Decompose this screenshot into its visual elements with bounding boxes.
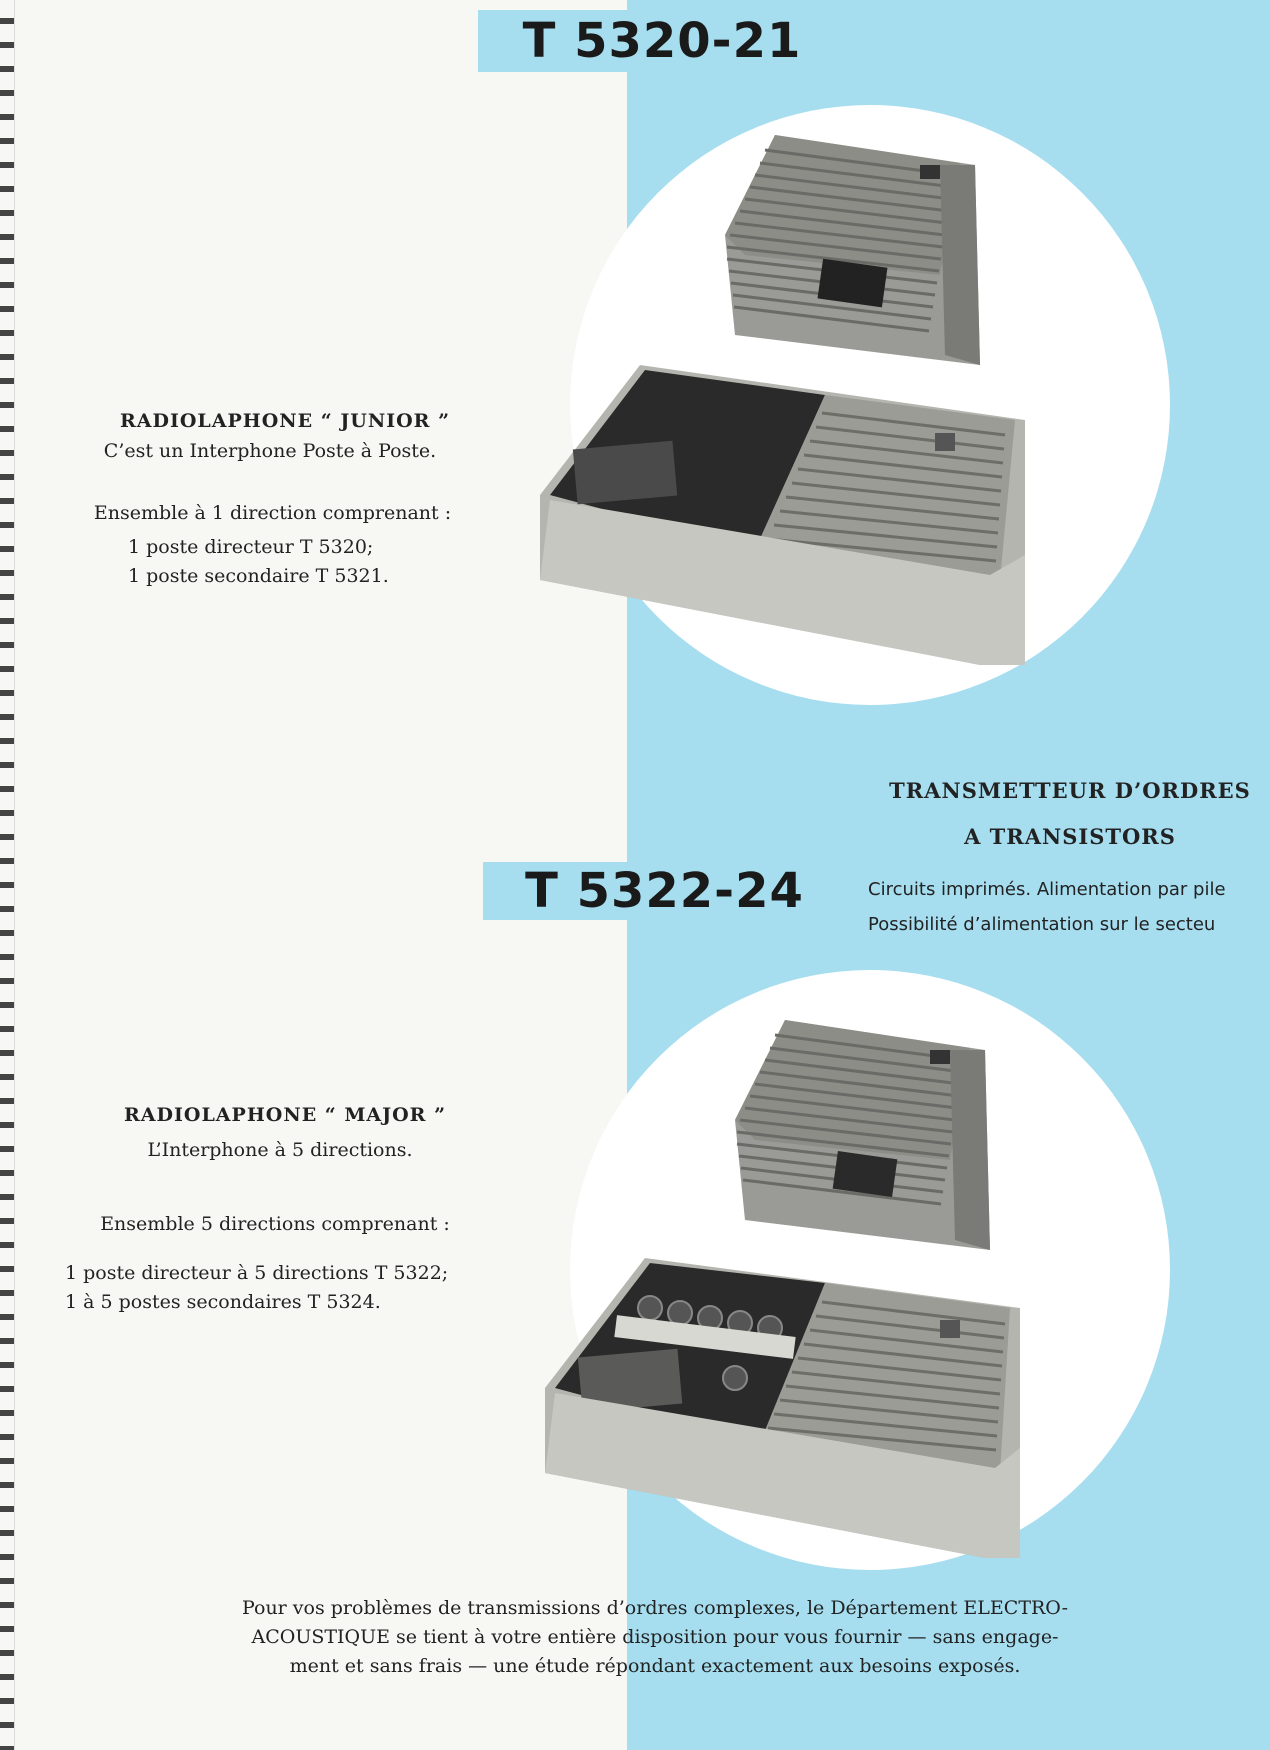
junior-item: 1 poste directeur T 5320; xyxy=(128,536,374,558)
junior-subtitle: C’est un Interphone Poste à Poste. xyxy=(103,440,437,462)
transmitter-description-line1: Circuits imprimés. Alimentation par pile xyxy=(868,879,1226,900)
spiral-binding xyxy=(0,0,15,1750)
major-heading: RADIOLAPHONE “ MAJOR ” xyxy=(124,1104,446,1126)
footer-line: ACOUSTIQUE se tient à votre entière disposition pour vous fournir — sans engage- xyxy=(251,1626,1059,1648)
major-item: 1 à 5 postes secondaires T 5324. xyxy=(65,1291,381,1313)
major-item: 1 poste directeur à 5 directions T 5322; xyxy=(65,1262,449,1284)
transmitter-heading xyxy=(860,768,1270,860)
junior-heading: RADIOLAPHONE “ JUNIOR ” xyxy=(119,410,451,432)
footer-paragraph xyxy=(180,1594,1130,1681)
junior-ensemble: Ensemble à 1 direction comprenant : xyxy=(93,502,452,524)
transmitter-description-line2: Possibilité d’alimentation sur le secteu xyxy=(868,914,1216,935)
master-station-photo xyxy=(540,365,1030,665)
model-number-bottom: T 5322-24 xyxy=(483,862,846,920)
major-subtitle: L’Interphone à 5 directions. xyxy=(147,1139,413,1161)
secondary-station-photo xyxy=(715,135,985,365)
model-number-top: T 5320-21 xyxy=(478,10,846,72)
junior-item: 1 poste secondaire T 5321. xyxy=(128,565,389,587)
transmitter-heading-line2: A TRANSISTORS xyxy=(964,824,1176,849)
transmitter-heading-line1: TRANSMETTEUR D’ORDRES xyxy=(889,778,1251,803)
footer-line: Pour vos problèmes de transmissions d’ordres complexes, le Département ELECTRO- xyxy=(241,1597,1068,1619)
master-station-5-directions-photo xyxy=(545,1258,1025,1558)
footer-line: ment et sans frais — une étude répondant exactement aux besoins exposés. xyxy=(289,1655,1021,1677)
secondary-station-photo xyxy=(725,1020,995,1250)
major-ensemble: Ensemble 5 directions comprenant : xyxy=(100,1213,450,1235)
